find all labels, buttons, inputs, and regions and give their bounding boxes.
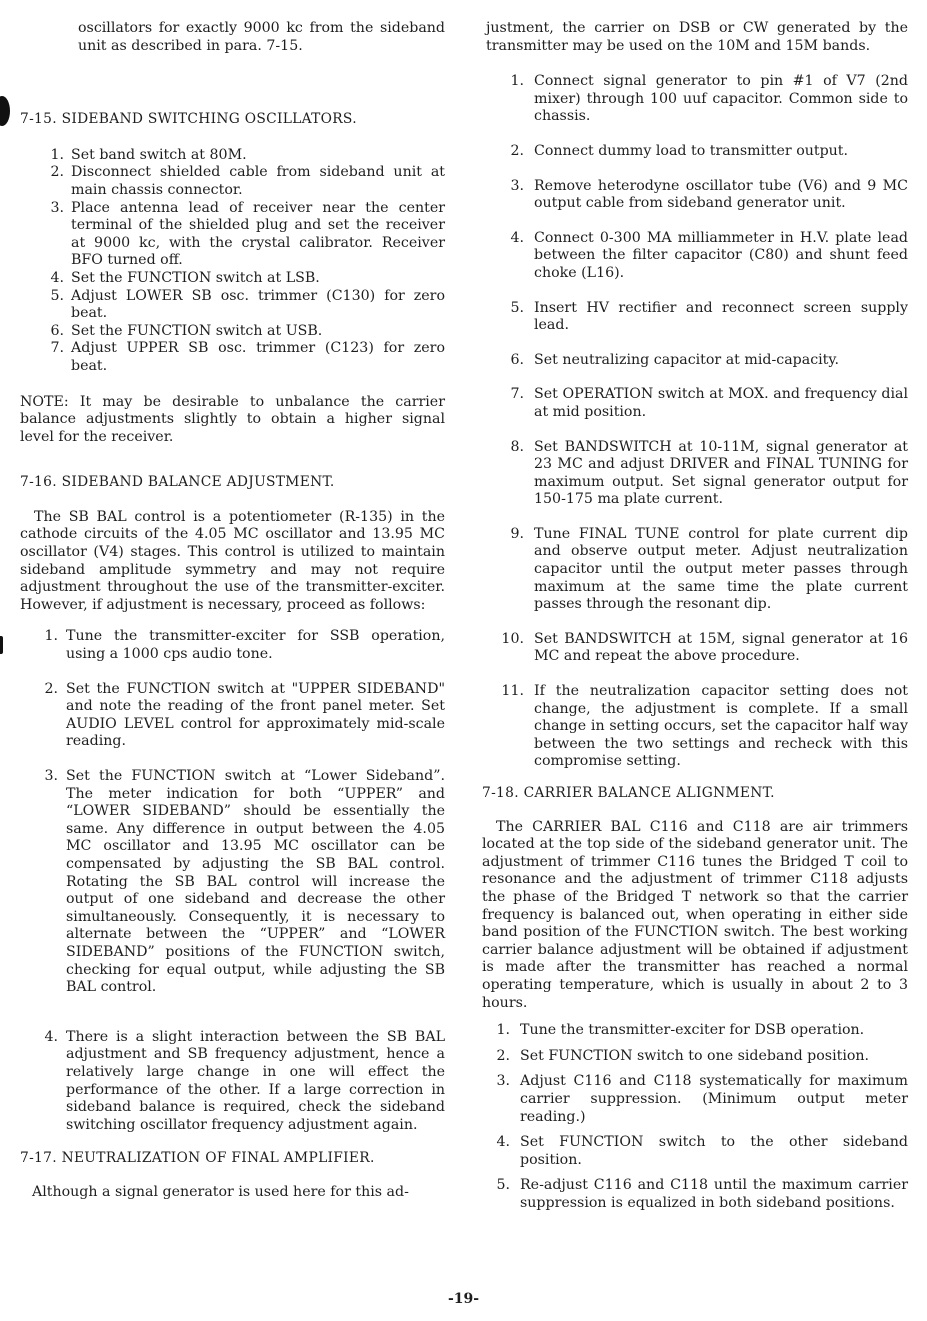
- section-intro-7-17-start: Although a signal generator is used here for this ad-: [32, 1183, 409, 1200]
- section-heading-7-15: 7-15. SIDEBAND SWITCHING OSCILLATORS.: [20, 111, 357, 128]
- section-intro-7-18: The CARRIER BAL C116 and C118 are air trimmers located at the top side of the sideband generator unit. The adjustment of trimmer C116 tunes the Bridged T coil to resonance and the adjustment of trimmer C118 adjusts the phase of the Bridged T network so that the carrier frequency is balanced out, when operating in either side band position of the FUNCTION switch. The best working carrier balance adjustment will be obtained if adjustment is made after the transmitter has reached a normal operating temperature, which is usually in about 2 to 3 hours.: [482, 818, 908, 1011]
- step-text: Tune the transmitter-exciter for DSB operation.: [520, 1022, 865, 1039]
- page-number: -19-: [447, 1291, 480, 1307]
- steps-7-18: [486, 1022, 908, 1212]
- step-number: 7.: [510, 386, 524, 403]
- step-text: There is a slight interaction between the SB BAL adjustment and SB frequency adjustment, hence a relatively large change in one will effect the performance of the other. If a large correction in sideband balance is required, check the sideband switching oscillator frequency adjustment again.: [66, 1028, 445, 1133]
- list-item: [42, 1029, 445, 1135]
- list-item: [42, 681, 445, 751]
- step-text: Tune FINAL TUNE control for plate current dip and observe output meter. Adjust neutralization capacitor until the output meter passes through maximum at the same time the plate current passes through the resonant dip.: [534, 525, 908, 613]
- step-number: 1.: [510, 73, 524, 90]
- step-number: 11.: [501, 683, 524, 700]
- step-number: 4.: [510, 229, 524, 246]
- step-number: 5.: [496, 1177, 510, 1194]
- step-number: 2.: [510, 142, 524, 159]
- list-item: [46, 200, 445, 270]
- step-text: Tune the transmitter-exciter for SSB operation, using a 1000 cps audio tone.: [66, 628, 445, 663]
- step-text: Set the FUNCTION switch at "UPPER SIDEBAND" and note the reading of the front panel meter. Set AUDIO LEVEL control for approximately mid-scale reading.: [66, 680, 445, 750]
- list-item: [42, 628, 445, 663]
- step-text: Set OPERATION switch at MOX. and frequency dial at mid position.: [534, 386, 908, 420]
- step-text: Re-adjust C116 and C118 until the maximum carrier suppression is equalized in both sideband positions.: [520, 1177, 908, 1211]
- list-item: [498, 386, 908, 421]
- step-text: Set FUNCTION switch to the other sideband position.: [520, 1134, 908, 1168]
- step-number: 5.: [510, 299, 524, 316]
- step-number: 6.: [50, 322, 64, 339]
- step-text: Set BANDSWITCH at 10-11M, signal generator at 23 MC and adjust DRIVER and FINAL TUNING for maximum output. Set signal generator output for 150-175 ma plate current.: [534, 438, 908, 508]
- step-text: Set neutralizing capacitor at mid-capacity.: [534, 351, 840, 368]
- step-number: 1.: [50, 146, 64, 163]
- step-text: Disconnect shielded cable from sideband unit at main chassis connector.: [71, 164, 445, 198]
- list-item: [498, 300, 908, 335]
- step-number: 5.: [50, 287, 64, 304]
- step-text: Set band switch at 80M.: [71, 146, 247, 163]
- section-intro-7-16: The SB BAL control is a potentiometer (R-135) in the cathode circuits of the 4.05 MC oscillator and 13.95 MC oscillator (V4) stages. This control is utilized to maintain sideband amplitude symmetry and may not require adjustment throughout the use of the transmitter-exciter. However, if adjustment is necessary, proceed as follows:: [20, 508, 445, 613]
- step-number: 7.: [50, 340, 64, 357]
- list-item: [492, 1177, 908, 1212]
- steps-7-16: [20, 628, 445, 1134]
- step-number: 2.: [44, 680, 58, 697]
- step-text: Adjust UPPER SB osc. trimmer (C123) for zero beat.: [71, 340, 445, 374]
- step-text: Adjust C116 and C118 systematically for maximum carrier suppression. (Minimum output meter reading.): [520, 1073, 908, 1125]
- steps-7-17: [486, 73, 908, 771]
- step-number: 6.: [510, 351, 524, 368]
- list-item: [492, 1022, 908, 1040]
- step-text: Connect signal generator to pin #1 of V7 (2nd mixer) through 100 uuf capacitor. Common side to chassis.: [534, 73, 908, 125]
- list-item: [492, 1134, 908, 1169]
- step-number: 3.: [496, 1073, 510, 1090]
- left-column: [20, 20, 445, 1201]
- continuation-paragraph: oscillators for exactly 9000 kc from the sideband unit as described in para. 7-15.: [78, 20, 445, 54]
- step-number: 9.: [510, 525, 524, 542]
- step-text: Place antenna lead of receiver near the center terminal of the shielded plug and set the receiver at 9000 kc, with the crystal calibrator. Receiver BFO turned off.: [71, 199, 445, 269]
- step-number: 2.: [50, 164, 64, 181]
- step-text: If the neutralization capacitor setting does not change, the adjustment is complete. If a small change in setting occurs, set the capacitor half way between the two settings and recheck with this compromise setting.: [534, 683, 908, 770]
- step-number: 1.: [44, 628, 58, 645]
- step-text: Set FUNCTION switch to one sideband position.: [520, 1047, 870, 1064]
- step-text: Remove heterodyne oscillator tube (V6) and 9 MC output cable from sideband generator unit.: [534, 177, 908, 212]
- step-number: 3.: [510, 177, 524, 194]
- list-item: [498, 683, 908, 771]
- list-item: [498, 526, 908, 614]
- list-item: [46, 288, 445, 323]
- list-item: [498, 143, 908, 161]
- step-number: 4.: [50, 269, 64, 286]
- note-paragraph: NOTE: It may be desirable to unbalance the carrier balance adjustments slightly to obtain a higher signal level for the receiver.: [20, 393, 445, 445]
- step-text: Set BANDSWITCH at 15M, signal generator at 16 MC and repeat the above procedure.: [534, 630, 908, 665]
- list-item: [46, 323, 445, 341]
- step-number: 4.: [496, 1134, 510, 1151]
- step-text: Insert HV rectifier and reconnect screen supply lead.: [534, 299, 908, 334]
- binder-hole-mark-middle: [0, 636, 3, 654]
- step-number: 1.: [496, 1022, 510, 1039]
- list-item: [498, 631, 908, 666]
- list-item: [46, 340, 445, 375]
- step-number: 2.: [496, 1047, 510, 1064]
- list-item: [498, 230, 908, 283]
- list-item: [498, 178, 908, 213]
- step-number: 3.: [44, 768, 58, 784]
- list-item: [492, 1048, 908, 1066]
- steps-7-15: [20, 147, 445, 376]
- step-text: Connect 0-300 MA milliammeter in H.V. plate lead between the filter capacitor (C80) and shunt feed choke (L16).: [534, 229, 908, 281]
- list-item: [46, 270, 445, 288]
- step-text: Adjust LOWER SB osc. trimmer (C130) for zero beat.: [71, 287, 445, 322]
- step-text: Set the FUNCTION switch at LSB.: [71, 269, 320, 286]
- step-number: 4.: [44, 1028, 58, 1045]
- right-column: [482, 20, 908, 1212]
- section-heading-7-18: 7-18. CARRIER BALANCE ALIGNMENT.: [482, 785, 775, 801]
- list-item: [46, 164, 445, 199]
- list-item: [492, 1073, 908, 1126]
- section-heading-7-16: 7-16. SIDEBAND BALANCE ADJUSTMENT.: [20, 474, 335, 491]
- section-heading-7-17: 7-17. NEUTRALIZATION OF FINAL AMPLIFIER.: [20, 1150, 375, 1167]
- list-item: [46, 147, 445, 165]
- step-text: Set the FUNCTION switch at “Lower Sideband”. The meter indication for both “UPPER” and “LOWER SIDEBAND” should be essentially the same. Any difference in output between the 4.05 MC oscillator and 13.95 MC oscillator can be compensated by adjusting the SB BAL control. Rotating the SB BAL control will increase the output of one sideband and decrease the other simultaneously. Consequently, it is necessary to alternate between the “UPPER” and “LOWER SIDEBAND” positions of the FUNCTION switch, checking for equal output, while adjusting the SB BAL control.: [66, 768, 445, 996]
- step-text: Connect dummy load to transmitter output.: [534, 142, 849, 159]
- list-item: [498, 439, 908, 509]
- step-number: 10.: [501, 630, 524, 647]
- list-item: [42, 768, 445, 997]
- section-intro-7-17-end: justment, the carrier on DSB or CW generated by the transmitter may be used on the 10M and 15M bands.: [486, 20, 908, 54]
- list-item: [498, 73, 908, 126]
- step-number: 3.: [50, 199, 64, 216]
- step-number: 8.: [510, 438, 524, 455]
- list-item: [498, 352, 908, 370]
- step-text: Set the FUNCTION switch at USB.: [71, 322, 323, 339]
- binder-hole-mark-top: [0, 96, 10, 126]
